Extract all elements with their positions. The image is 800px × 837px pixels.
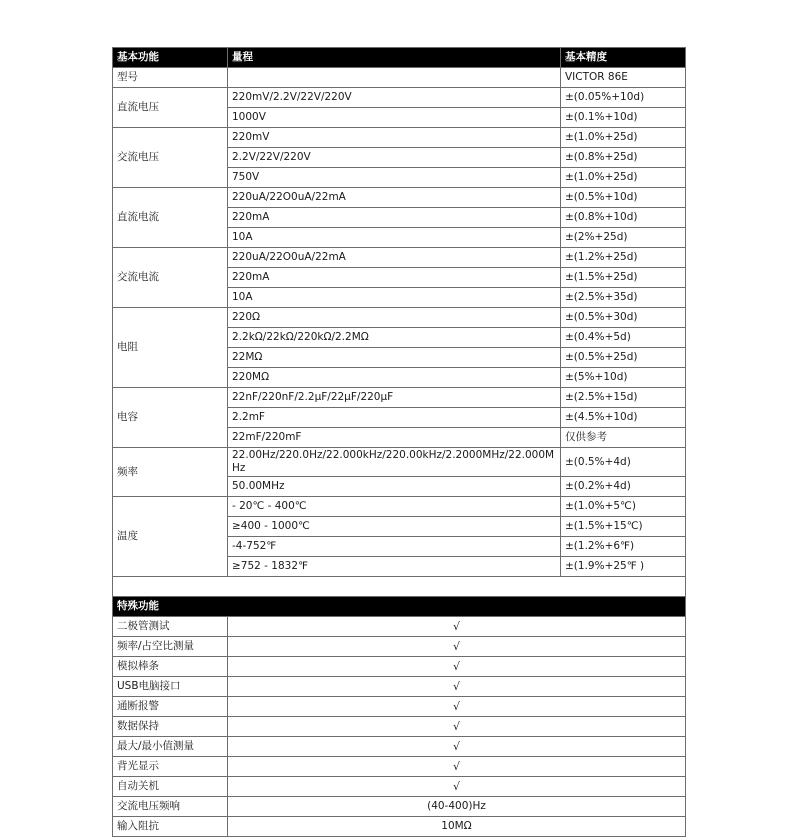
- range-cell: 750V: [228, 168, 561, 188]
- special-function-row: [113, 777, 686, 797]
- range-cell: 22MΩ: [228, 348, 561, 368]
- accuracy-cell: ±(0.4%+5d): [561, 328, 686, 348]
- range-cell: - 20℃ - 400℃: [228, 497, 561, 517]
- accuracy-cell: ±(1.9%+25℉ ): [561, 557, 686, 577]
- checkmark-icon: √: [228, 757, 686, 777]
- range-cell: 10A: [228, 228, 561, 248]
- accuracy-cell: ±(0.5%+25d): [561, 348, 686, 368]
- basic-table-header-row: [113, 48, 686, 68]
- table-row: [113, 128, 686, 148]
- range-cell: 22mF/220mF: [228, 428, 561, 448]
- function-label-cell: 交流电流: [113, 248, 228, 308]
- special-function-label: 交流电压频响: [113, 797, 228, 817]
- special-function-label: USB电脑接口: [113, 677, 228, 697]
- function-label-cell: 型号: [113, 68, 228, 88]
- table-row: [113, 497, 686, 517]
- function-label-cell: 直流电压: [113, 88, 228, 128]
- special-function-row: [113, 617, 686, 637]
- range-cell: 10A: [228, 288, 561, 308]
- range-cell: 220mA: [228, 268, 561, 288]
- accuracy-cell: ±(1.0%+25d): [561, 168, 686, 188]
- checkmark-icon: √: [228, 657, 686, 677]
- function-label-cell: 电阻: [113, 308, 228, 388]
- special-function-label: 最大/最小值测量: [113, 737, 228, 757]
- range-cell: 1000V: [228, 108, 561, 128]
- checkmark-icon: √: [228, 697, 686, 717]
- checkmark-icon: √: [228, 737, 686, 757]
- basic-header-cell-2: 基本精度: [561, 48, 686, 68]
- accuracy-cell: ±(1.5%+15℃): [561, 517, 686, 537]
- special-function-value: 10MΩ: [228, 817, 686, 837]
- special-function-label: 通断报警: [113, 697, 228, 717]
- accuracy-cell: ±(0.05%+10d): [561, 88, 686, 108]
- range-cell: ≥752 - 1832℉: [228, 557, 561, 577]
- special-function-row: [113, 717, 686, 737]
- checkmark-icon: √: [228, 717, 686, 737]
- range-cell: 220Ω: [228, 308, 561, 328]
- range-cell: ≥400 - 1000℃: [228, 517, 561, 537]
- function-label-cell: 电容: [113, 388, 228, 448]
- checkmark-icon: √: [228, 617, 686, 637]
- special-function-label: 二极管测试: [113, 617, 228, 637]
- special-function-label: 数据保持: [113, 717, 228, 737]
- special-function-value: (40-400)Hz: [228, 797, 686, 817]
- range-cell: 2.2kΩ/22kΩ/220kΩ/2.2MΩ: [228, 328, 561, 348]
- accuracy-cell: ±(1.2%+6℉): [561, 537, 686, 557]
- accuracy-cell: ±(0.5%+4d): [561, 448, 686, 477]
- accuracy-cell: ±(5%+10d): [561, 368, 686, 388]
- table-row: [113, 308, 686, 328]
- accuracy-cell: VICTOR 86E: [561, 68, 686, 88]
- range-cell: 220mV/2.2V/22V/220V: [228, 88, 561, 108]
- range-cell: 22.00Hz/220.0Hz/22.000kHz/220.00kHz/2.2000MHz/22.000MHz: [228, 448, 561, 477]
- checkmark-icon: √: [228, 677, 686, 697]
- range-cell: -4-752℉: [228, 537, 561, 557]
- accuracy-cell: ±(0.2%+4d): [561, 477, 686, 497]
- special-function-row: [113, 817, 686, 837]
- range-cell: 2.2mF: [228, 408, 561, 428]
- special-function-row: [113, 697, 686, 717]
- spacer-cell: [113, 577, 686, 597]
- special-function-label: 频率/占空比测量: [113, 637, 228, 657]
- range-cell: [228, 68, 561, 88]
- accuracy-cell: 仅供参考: [561, 428, 686, 448]
- accuracy-cell: ±(2.5%+35d): [561, 288, 686, 308]
- accuracy-cell: ±(2%+25d): [561, 228, 686, 248]
- special-function-label: 输入阻抗: [113, 817, 228, 837]
- checkmark-icon: √: [228, 777, 686, 797]
- range-cell: 220mA: [228, 208, 561, 228]
- function-label-cell: 直流电流: [113, 188, 228, 248]
- special-functions-header-cell: 特殊功能: [113, 597, 686, 617]
- accuracy-cell: ±(0.8%+25d): [561, 148, 686, 168]
- special-function-label: 自动关机: [113, 777, 228, 797]
- accuracy-cell: ±(1.0%+25d): [561, 128, 686, 148]
- table-row: [113, 248, 686, 268]
- table-row: [113, 388, 686, 408]
- range-cell: 2.2V/22V/220V: [228, 148, 561, 168]
- range-cell: 22nF/220nF/2.2μF/22μF/220μF: [228, 388, 561, 408]
- special-function-label: 背光显示: [113, 757, 228, 777]
- function-label-cell: 交流电压: [113, 128, 228, 188]
- basic-header-cell-1: 量程: [228, 48, 561, 68]
- range-cell: 220uA/22O0uA/22mA: [228, 248, 561, 268]
- range-cell: 220uA/22O0uA/22mA: [228, 188, 561, 208]
- accuracy-cell: ±(1.5%+25d): [561, 268, 686, 288]
- special-function-row: [113, 637, 686, 657]
- table-row: [113, 68, 686, 88]
- table-row: [113, 88, 686, 108]
- accuracy-cell: ±(0.5%+30d): [561, 308, 686, 328]
- special-functions-header-row: [113, 597, 686, 617]
- special-function-row: [113, 677, 686, 697]
- special-function-row: [113, 797, 686, 817]
- special-function-row: [113, 737, 686, 757]
- function-label-cell: 温度: [113, 497, 228, 577]
- accuracy-cell: ±(0.1%+10d): [561, 108, 686, 128]
- accuracy-cell: ±(1.0%+5℃): [561, 497, 686, 517]
- table-row: [113, 188, 686, 208]
- range-cell: 220mV: [228, 128, 561, 148]
- spacer-row: [113, 577, 686, 597]
- table-row: [113, 448, 686, 477]
- specification-table: [112, 47, 686, 837]
- accuracy-cell: ±(2.5%+15d): [561, 388, 686, 408]
- range-cell: 220MΩ: [228, 368, 561, 388]
- basic-header-cell-0: 基本功能: [113, 48, 228, 68]
- accuracy-cell: ±(4.5%+10d): [561, 408, 686, 428]
- special-function-row: [113, 657, 686, 677]
- accuracy-cell: ±(1.2%+25d): [561, 248, 686, 268]
- accuracy-cell: ±(0.8%+10d): [561, 208, 686, 228]
- special-function-row: [113, 757, 686, 777]
- range-cell: 50.00MHz: [228, 477, 561, 497]
- accuracy-cell: ±(0.5%+10d): [561, 188, 686, 208]
- checkmark-icon: √: [228, 637, 686, 657]
- special-function-label: 模拟棒条: [113, 657, 228, 677]
- function-label-cell: 频率: [113, 448, 228, 497]
